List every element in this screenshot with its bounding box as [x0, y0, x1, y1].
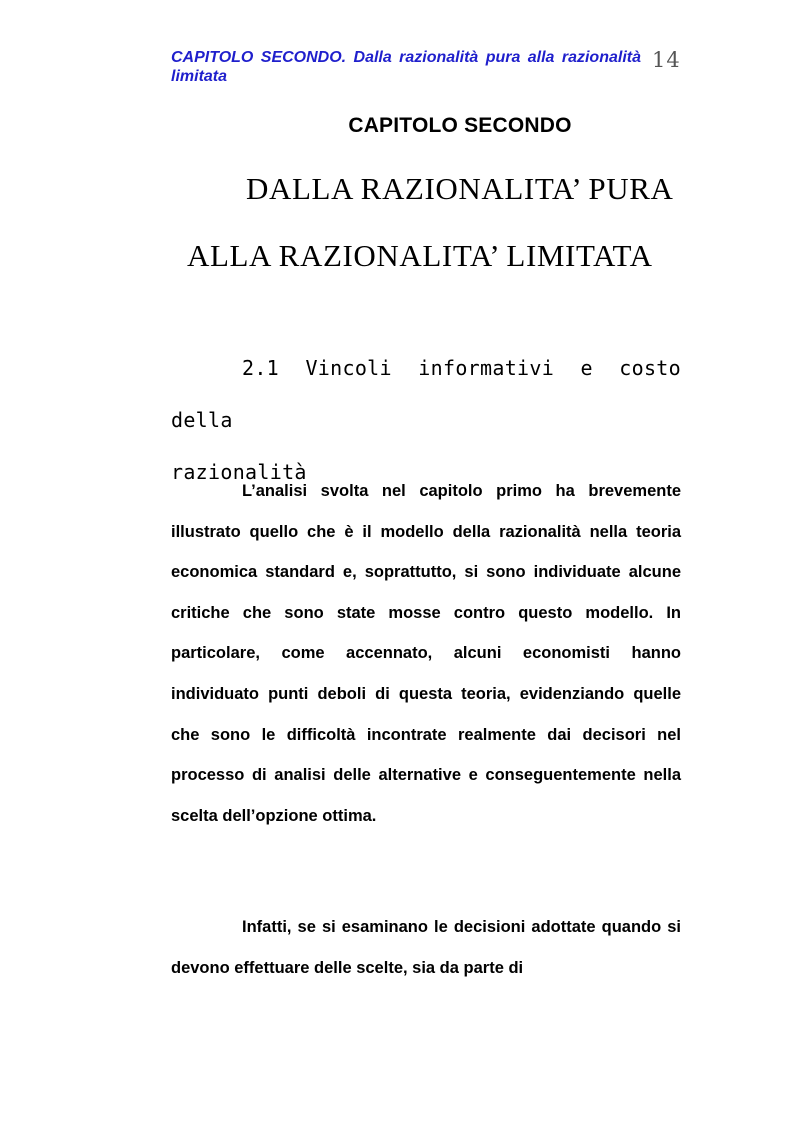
- running-header: CAPITOLO SECONDO. Dalla razionalità pura alla razionalità limitata: [171, 49, 641, 85]
- page-number: 14: [652, 48, 681, 72]
- section-heading-line-2: razionalità: [171, 460, 307, 484]
- chapter-title-line-2: ALLA RAZIONALITA’ LIMITATA: [187, 238, 653, 273]
- body-paragraph-2: Infatti, se si esaminano le decisioni adottate quando si devono effettuare delle scelte, sia da parte di: [171, 918, 681, 977]
- body-paragraph-1: L’analisi svolta nel capitolo primo ha brevemente illustrato quello che è il modello della razionalità nella teoria economica standard e, soprattutto, si sono individuate alcune critiche che sono state mosse contro questo modello. In particolare, come accennato, alcuni economisti hanno individuato punti deboli di questa teoria, evidenziando quelle che sono le difficoltà incontrate realmente dai decisori nel processo di analisi delle alternative e conseguentemente nella scelta dell’opzione ottima.: [171, 482, 681, 825]
- section-heading-line-1: 2.1 Vincoli informativi e costo della: [171, 356, 681, 432]
- chapter-label: CAPITOLO SECONDO: [348, 114, 572, 137]
- chapter-title-line-1: DALLA RAZIONALITA’ PURA: [246, 171, 674, 206]
